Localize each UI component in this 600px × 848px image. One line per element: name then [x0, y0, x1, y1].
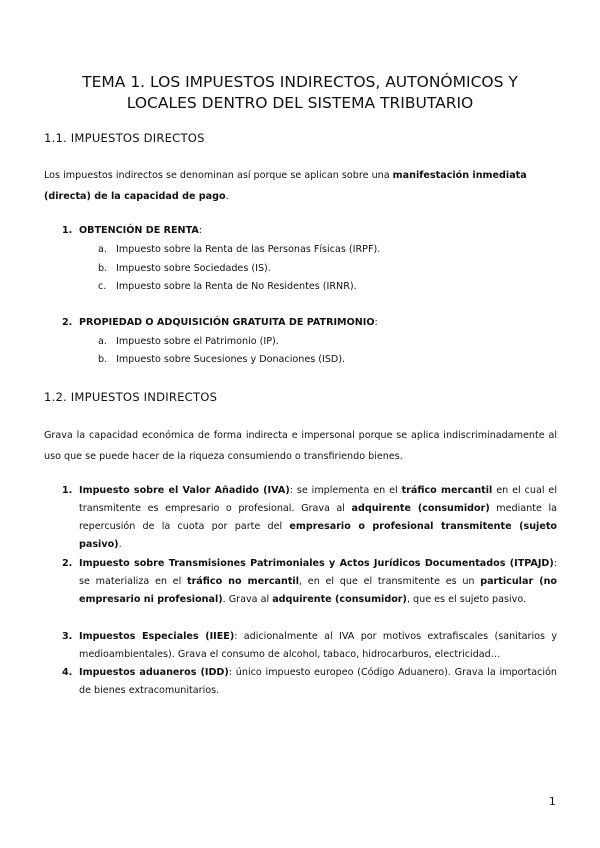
intro-end: .: [225, 191, 229, 202]
section-1-intro: [44, 165, 557, 207]
item-text: : se materializa en el: [79, 558, 557, 587]
sub-item: [98, 281, 357, 292]
list-label: PROPIEDAD O ADQUISICIÓN GRATUITA DE PATRIMONIO: [79, 317, 375, 328]
title-line-2: LOCALES DENTRO DEL SISTEMA TRIBUTARIO: [126, 94, 474, 112]
sub-item: [98, 263, 271, 274]
item-text: .: [118, 539, 122, 550]
list-item-iva: [79, 482, 557, 554]
item-bold: particular (no empresario ni profesional): [79, 576, 557, 605]
list-item-heading: [62, 317, 378, 328]
sub-item: [98, 354, 345, 365]
item-bold: Impuestos aduaneros (IDD): [79, 667, 229, 678]
item-bold: Impuesto sobre el Valor Añadido (IVA): [79, 485, 290, 496]
list-number: 2.: [62, 317, 73, 328]
list-label: OBTENCIÓN DE RENTA: [79, 225, 199, 236]
item-bold: Impuestos Especiales (IIEE): [79, 631, 235, 642]
sub-letter: c.: [98, 281, 107, 292]
sub-text: Impuesto sobre la Renta de No Residentes (IRNR).: [116, 281, 357, 292]
list-colon: :: [374, 317, 378, 328]
item-text: en el cual el transmitente es empresario o profesional. Grava al: [79, 485, 557, 514]
item-bold: adquirente (consumidor): [351, 503, 490, 514]
sub-letter: a.: [98, 244, 107, 255]
item-bold: tráfico mercantil: [401, 485, 493, 496]
sub-letter: b.: [98, 354, 108, 365]
sub-item: [98, 336, 279, 347]
item-text: mediante la repercusión de la cuota por parte del: [79, 503, 557, 532]
title-line-1: TEMA 1. LOS IMPUESTOS INDIRECTOS, AUTONÓMICOS Y: [82, 73, 518, 91]
item-bold: Impuesto sobre Transmisiones Patrimoniales y Actos Jurídicos Documentados (ITPAJD): [79, 558, 554, 569]
item-text: . Grava al: [222, 594, 273, 605]
sub-text: Impuesto sobre Sociedades (IS).: [116, 263, 271, 274]
list-colon: :: [198, 225, 203, 236]
sub-letter: b.: [98, 263, 108, 274]
item-text: , en el que el transmitente es un: [299, 576, 481, 587]
list-number: 4.: [62, 667, 73, 678]
sub-item: [98, 244, 380, 255]
list-number: 1.: [62, 225, 73, 236]
intro-text: Los impuestos indirectos se denominan así porque se aplican sobre una: [44, 170, 393, 181]
item-text: : adicionalmente al IVA por motivos extrafiscales (sanitarios y medioambientales). Grava el consumo de alcohol, tabaco, hidrocarburos, electricidad…: [79, 631, 557, 660]
list-number: 2.: [62, 558, 73, 569]
list-item-itpajd: [79, 555, 557, 609]
sub-text: Impuesto sobre Sucesiones y Donaciones (ISD).: [116, 354, 346, 365]
sub-text: Impuesto sobre el Patrimonio (IP).: [116, 336, 279, 347]
intro-bold: manifestación inmediata (directa) de la capacidad de pago: [44, 170, 527, 202]
list-item-iiee: [79, 628, 557, 664]
page-number: 1: [549, 796, 556, 808]
section-heading-indirectos: 1.2. IMPUESTOS INDIRECTOS: [44, 390, 218, 404]
list-number: 3.: [62, 631, 73, 642]
item-bold: tráfico no mercantil: [186, 576, 300, 587]
item-text: : se implementa en el: [289, 485, 402, 496]
document-title: [40, 72, 560, 114]
list-item-idd: [79, 664, 557, 700]
item-text: , que es el sujeto pasivo.: [406, 594, 527, 605]
section-2-intro: Grava la capacidad económica de forma indirecta e impersonal porque se aplica indiscriminadamente al uso que se puede hacer de la riqueza consumiendo o transfiriendo bienes.: [44, 430, 557, 462]
list-number: 1.: [62, 485, 73, 496]
sub-text: Impuesto sobre la Renta de las Personas Físicas (IRPF).: [116, 244, 381, 255]
list-item-heading: [62, 225, 202, 236]
section-heading-directos: 1.1. IMPUESTOS DIRECTOS: [44, 131, 205, 145]
item-bold: adquirente (consumidor): [272, 594, 407, 605]
item-text: : único impuesto europeo (Código Aduanero). Grava la importación de bienes extracomunitarios.: [79, 667, 557, 696]
sub-letter: a.: [98, 336, 107, 347]
item-bold: empresario o profesional transmitente (sujeto pasivo): [79, 521, 558, 550]
